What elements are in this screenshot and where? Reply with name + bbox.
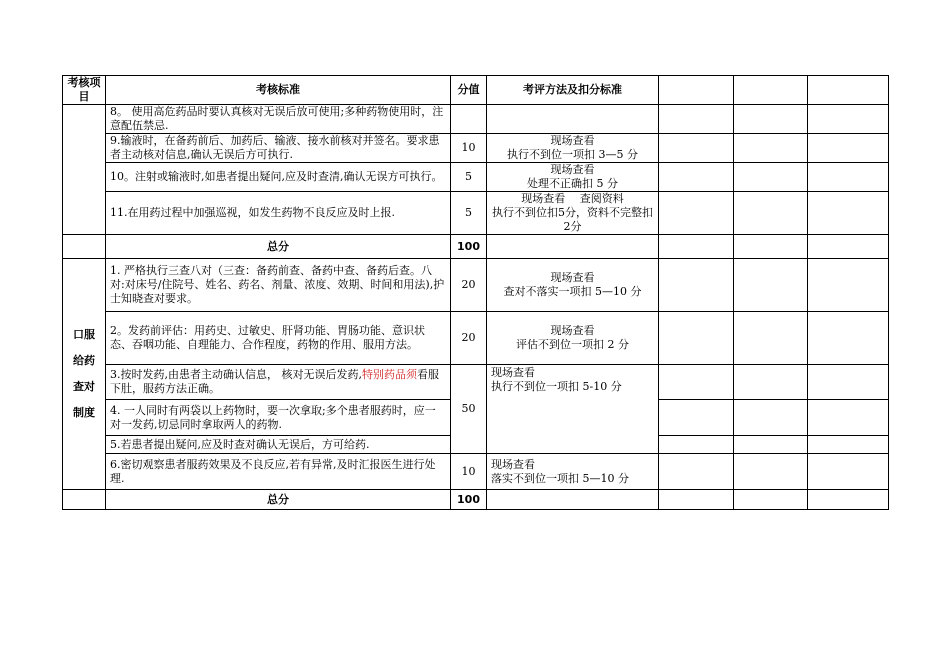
standard-cell: 1. 严格执行三查八对（三查：备药前查、备药中查、备药后查。八对:对床号/住院号、姓名、药名、剂量、浓度、效期、时间和用法),护士知晓查对要求。 xyxy=(106,259,451,312)
blank-cell xyxy=(734,400,808,436)
blank-cell xyxy=(808,235,889,259)
table-row xyxy=(63,134,889,163)
blank-cell xyxy=(808,312,889,365)
header-item: 考核项目 xyxy=(63,76,106,105)
method-line: 现场查看 xyxy=(550,324,595,337)
total-label: 总分 xyxy=(106,490,451,510)
score-cell: 10 xyxy=(451,454,487,490)
method-cell xyxy=(487,163,659,192)
blank-cell xyxy=(659,312,734,365)
blank-cell xyxy=(808,163,889,192)
standard-cell: 9.输液时，在备药前后、加药后、输液、接水前核对并签名。要求患者主动核对信息,确认无误后方可执行. xyxy=(106,134,451,163)
blank-cell xyxy=(659,454,734,490)
method-line: 落实不到位一项扣 5—10 分 xyxy=(491,471,629,485)
method-line: 查对不落实一项扣 5—10 分 xyxy=(503,285,642,298)
category-cell xyxy=(63,259,106,490)
table-row xyxy=(63,365,889,400)
method-line: 现场查看 xyxy=(491,366,535,379)
blank-cell xyxy=(487,490,659,510)
method-line: 现场查看 查阅资料 xyxy=(521,192,624,205)
method-line: 处理不正确扣 5 分 xyxy=(527,177,618,190)
category-line: 给药 xyxy=(73,354,95,367)
score-cell: 5 xyxy=(451,163,487,192)
blank-cell xyxy=(487,235,659,259)
method-cell xyxy=(487,454,659,490)
blank-cell xyxy=(659,490,734,510)
blank-cell xyxy=(808,76,889,105)
blank-cell xyxy=(734,259,808,312)
blank-cell xyxy=(734,105,808,134)
category-line: 查对 xyxy=(73,380,95,393)
blank-cell xyxy=(659,134,734,163)
header-score: 分值 xyxy=(451,76,487,105)
method-line: 现场查看 xyxy=(550,134,595,147)
blank-cell xyxy=(659,400,734,436)
standard-cell: 2。发药前评估：用药史、过敏史、肝肾功能、胃肠功能、意识状态、吞咽功能、自理能力、合作程度，药物的作用、服用方法。 xyxy=(106,312,451,365)
method-cell xyxy=(487,134,659,163)
blank-cell xyxy=(63,235,106,259)
method-cell xyxy=(487,105,659,134)
category-line: 制度 xyxy=(73,406,95,419)
category-line: 口服 xyxy=(73,328,95,341)
blank-cell xyxy=(659,436,734,454)
standard-cell: 11.在用药过程中加强巡视，如发生药物不良反应及时上报. xyxy=(106,192,451,235)
assessment-table xyxy=(62,75,889,510)
highlight-text: 特别药品须 xyxy=(361,368,417,381)
score-cell xyxy=(451,105,487,134)
standard-text: 3.按时发药,由患者主动确认信息， 核对无误后发药, xyxy=(110,368,362,381)
header-method: 考评方法及扣分标准 xyxy=(487,76,659,105)
table-row xyxy=(63,163,889,192)
blank-cell xyxy=(734,76,808,105)
blank-cell xyxy=(808,400,889,436)
table-row xyxy=(63,259,889,312)
method-line: 执行不到位扣5分，资料不完整扣2分 xyxy=(492,206,653,233)
table-row xyxy=(63,105,889,134)
table-row xyxy=(63,312,889,365)
method-cell xyxy=(487,312,659,365)
blank-cell xyxy=(808,490,889,510)
method-line: 评估不到位一项扣 2 分 xyxy=(516,338,629,351)
method-cell xyxy=(487,365,659,454)
blank-cell xyxy=(808,454,889,490)
total-row xyxy=(63,490,889,510)
blank-cell xyxy=(734,163,808,192)
blank-cell xyxy=(734,436,808,454)
blank-cell xyxy=(659,192,734,235)
blank-cell xyxy=(734,235,808,259)
blank-cell xyxy=(659,365,734,400)
standard-cell: 10。注射或输液时,如患者提出疑问,应及时查清,确认无误方可执行。 xyxy=(106,163,451,192)
blank-cell xyxy=(63,490,106,510)
blank-cell xyxy=(734,454,808,490)
header-row xyxy=(63,76,889,105)
blank-cell xyxy=(659,235,734,259)
blank-cell xyxy=(734,134,808,163)
header-standard: 考核标准 xyxy=(106,76,451,105)
table-row xyxy=(63,454,889,490)
total-score: 100 xyxy=(451,490,487,510)
blank-cell xyxy=(659,105,734,134)
blank-cell xyxy=(734,312,808,365)
standard-cell: 5.若患者提出疑问,应及时查对确认无误后，方可给药. xyxy=(106,436,451,454)
score-cell: 10 xyxy=(451,134,487,163)
blank-cell xyxy=(808,259,889,312)
score-cell: 5 xyxy=(451,192,487,235)
method-line: 现场查看 xyxy=(491,457,535,471)
standard-cell: 6.密切观察患者服药效果及不良反应,若有异常,及时汇报医生进行处理. xyxy=(106,454,451,490)
blank-cell xyxy=(808,365,889,400)
score-cell: 20 xyxy=(451,312,487,365)
blank-cell xyxy=(808,105,889,134)
blank-cell xyxy=(734,490,808,510)
method-line: 现场查看 xyxy=(550,271,595,284)
blank-cell xyxy=(808,436,889,454)
total-label: 总分 xyxy=(106,235,451,259)
total-row xyxy=(63,235,889,259)
standard-cell xyxy=(106,365,451,400)
method-cell xyxy=(487,192,659,235)
standard-cell: 4. 一人同时有两袋以上药物时，要一次拿取;多个患者服药时，应一对一发药,切忌同时拿取两人的药物. xyxy=(106,400,451,436)
blank-cell xyxy=(659,76,734,105)
method-line: 执行不到位一项扣 3—5 分 xyxy=(507,148,638,161)
blank-cell xyxy=(659,259,734,312)
method-cell xyxy=(487,259,659,312)
method-line: 执行不到位一项扣 5-10 分 xyxy=(491,380,622,393)
table-row xyxy=(63,192,889,235)
standard-cell: 8。 使用高危药品时要认真核对无误后放可使用;多种药物使用时，注意配伍禁忌. xyxy=(106,105,451,134)
total-score: 100 xyxy=(451,235,487,259)
standard-text: 看服下肚，服药方法正确。 xyxy=(110,368,439,395)
category-cell-empty xyxy=(63,105,106,235)
blank-cell xyxy=(734,365,808,400)
group-score-cell: 50 xyxy=(451,365,487,454)
method-line: 现场查看 xyxy=(550,163,595,176)
blank-cell xyxy=(734,192,808,235)
score-cell: 20 xyxy=(451,259,487,312)
blank-cell xyxy=(808,134,889,163)
blank-cell xyxy=(659,163,734,192)
blank-cell xyxy=(808,192,889,235)
